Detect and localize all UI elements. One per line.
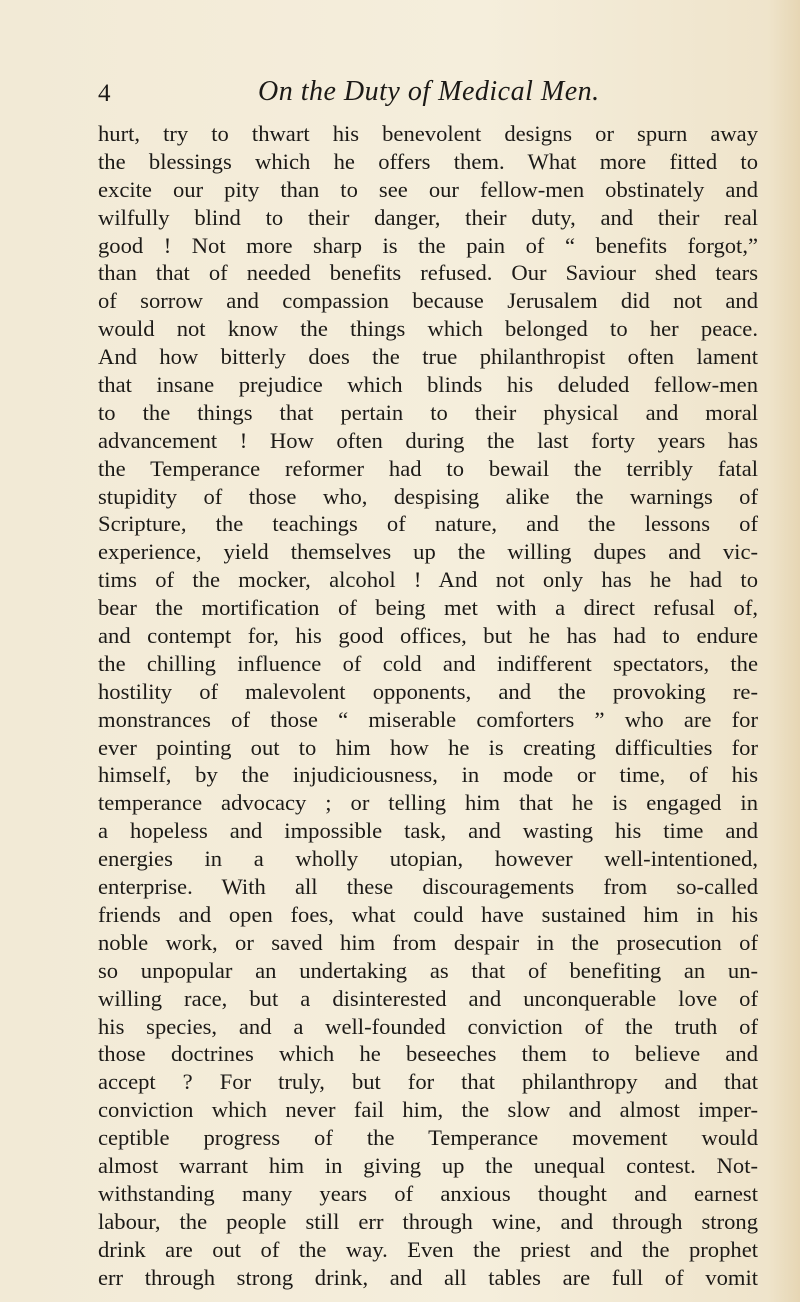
running-title: On the Duty of Medical Men. [258,76,600,107]
text-line: wilfully blind to their danger, their duty, and their real [98,204,758,230]
text-line: monstrances of those “ miserable comforters ” who are for [98,706,758,732]
text-line: enterprise. With all these discouragements from so-called [98,874,758,900]
text-line: hostility of malevolent opponents, and the provoking re- [98,678,758,704]
text-line: noble work, or saved him from despair in the prosecution of [98,929,758,955]
text-line: would not know the things which belonged to her peace. [98,316,758,342]
text-line: labour, the people still err through wine, and through strong [98,1208,758,1234]
text-line: the blessings which he offers them. What more fitted to [98,148,758,174]
text-line: experience, yield themselves up the willing dupes and vic- [98,539,758,565]
text-line: bear the mortification of being met with a direct refusal of, [98,595,758,621]
text-line: willing race, but a disinterested and unconquerable love of [98,985,758,1011]
text-line: conviction which never fail him, the slow and almost imper- [98,1097,758,1123]
running-head [98,76,718,116]
text-line: the chilling influence of cold and indifferent spectators, the [98,650,758,676]
text-line: good ! Not more sharp is the pain of “ benefits forgot,” [98,232,758,258]
body-text [98,120,758,1291]
text-line: himself, by the injudiciousness, in mode or time, of his [98,762,758,788]
text-line: ceptible progress of the Temperance movement would [98,1125,758,1151]
text-line: than that of needed benefits refused. Our Saviour shed tears [98,260,758,286]
text-line: hurt, try to thwart his benevolent designs or spurn away [98,121,758,146]
text-line: his species, and a well-founded conviction of the truth of [98,1013,758,1039]
page-number: 4 [98,80,111,107]
text-line: stupidity of those who, despising alike the warnings of [98,483,758,509]
text-line: drink are out of the way. Even the priest and the prophet [98,1236,758,1262]
text-line: the Temperance reformer had to bewail the terribly fatal [98,455,758,481]
text-line: to the things that pertain to their physical and moral [98,399,758,425]
text-line: withstanding many years of anxious thought and earnest [98,1180,758,1206]
text-line: excite our pity than to see our fellow-men obstinately and [98,176,758,202]
text-line: so unpopular an undertaking as that of benefiting an un- [98,957,758,983]
text-line: And how bitterly does the true philanthropist often lament [98,344,758,370]
text-line: accept ? For truly, but for that philanthropy and that [98,1069,758,1095]
text-line: Scripture, the teachings of nature, and the lessons of [98,511,758,537]
text-line: friends and open foes, what could have sustained him in his [98,901,758,927]
text-line: advancement ! How often during the last forty years has [98,427,758,453]
text-line: that insane prejudice which blinds his deluded fellow-men [98,372,758,398]
text-line: a hopeless and impossible task, and wasting his time and [98,818,758,844]
text-line: and contempt for, his good offices, but he has had to endure [98,623,758,649]
text-line: err through strong drink, and all tables are full of vomit [98,1264,758,1290]
text-line: tims of the mocker, alcohol ! And not only has he had to [98,567,758,593]
text-line: temperance advocacy ; or telling him that he is engaged in [98,790,758,816]
text-line: energies in a wholly utopian, however well-intentioned, [98,846,758,872]
text-line: of sorrow and compassion because Jerusalem did not and [98,288,758,314]
text-line: ever pointing out to him how he is creating difficulties for [98,734,758,760]
text-line: almost warrant him in giving up the unequal contest. Not- [98,1152,758,1178]
text-line: those doctrines which he beseeches them to believe and [98,1041,758,1067]
